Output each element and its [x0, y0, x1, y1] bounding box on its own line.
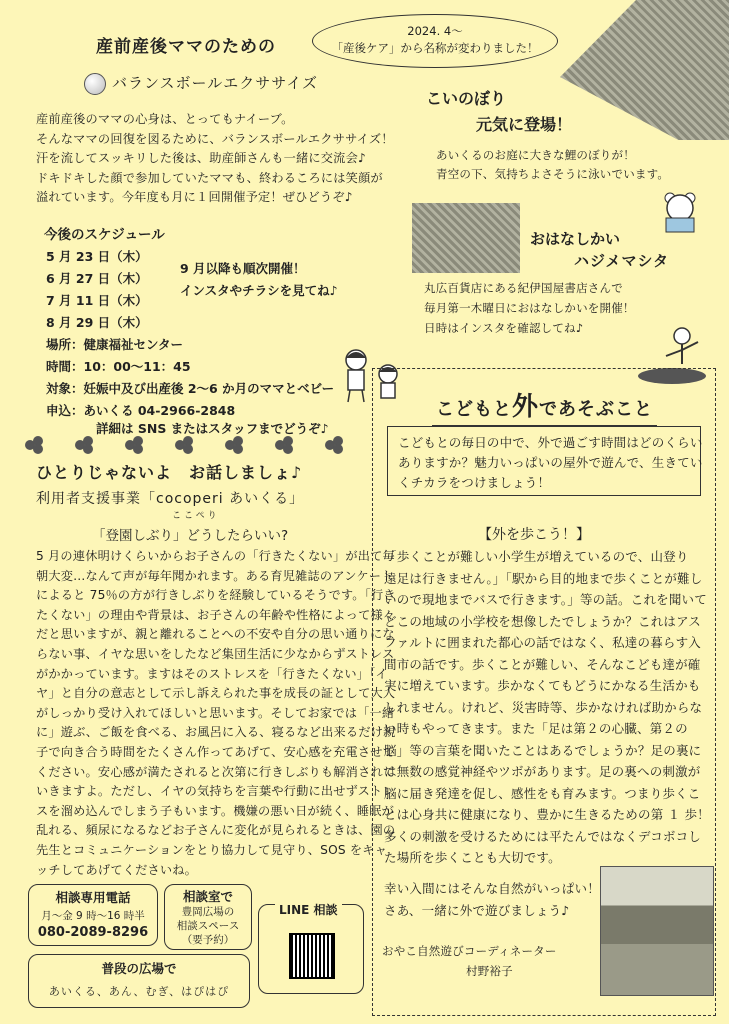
outdoor-title-big: 外 [512, 392, 540, 422]
outdoor-body-line: どこの地域の小学校を想像したでしょうか？これはアス [384, 613, 702, 629]
consult-line: たくない」の理由や背景は、お子さんの年齢や性格によって様々 [36, 607, 396, 622]
consult-line: 5 月の連休明けくらいからお子さんの「行きたくない」が出て毎 [36, 549, 395, 563]
consult-line: 乱れる、頻尿になるなどお子さんに変化が見られるときは、園の [36, 823, 396, 838]
outdoor-body-line: とは心身共に健康になり、豊かに生きるための第 １ 歩！ [384, 807, 710, 822]
outdoor-title-post: であそぶこと [539, 399, 654, 420]
koinobori-photo [560, 0, 729, 140]
intro-line: そんなママの回復を図るために、バランスボールエクササイズ！ [36, 131, 394, 146]
koinobori-text [436, 146, 669, 184]
park-photo [600, 866, 714, 996]
author-role: おやこ自然遊びコーディネーター [382, 944, 557, 958]
line-title: LINE 相談 [275, 901, 342, 918]
consult-line: によると 75％の方が行きしぶりを経験しているそうです。「行き [36, 588, 396, 603]
outdoor-body-line: た場所を歩くことも大切です。 [384, 850, 561, 865]
qr-code-icon[interactable] [289, 933, 335, 979]
room-line: （要予約） [181, 934, 235, 946]
consult-line: がかかっています。ますはそのストレスを「行きたくない」「イ [36, 666, 388, 681]
consult-line: ヤ」と自分の意志として示し訴えられた事を成長の証として大人 [36, 686, 396, 701]
schedule-date: 7 月 11 日（木） [46, 293, 148, 308]
exercise-title-line1: 産前産後ママのための [96, 37, 276, 57]
room-line: 相談スペース [176, 920, 240, 932]
schedule-date: 8 月 29 日（木） [46, 315, 148, 330]
plaza-names: あいくる、あん、むぎ、はぴはぴ [48, 985, 230, 998]
koinobori-line: 青空の下、気持ちよさそうに泳いでいます。 [436, 167, 670, 181]
consult-question: 「登園しぶり」どうしたらいい? [92, 528, 289, 544]
consult-subtitle: 利用者支援事業「cocoperi あいくる」 [36, 491, 305, 507]
storytime-title-line1: おはなしかい [530, 230, 621, 248]
outdoor-lead-box [387, 426, 701, 496]
schedule-note-line1: 9 月以降も順次開催！ [180, 261, 306, 276]
storytime-photo [412, 203, 520, 273]
outdoor-closing-line: さあ、一緒に外で遊びましょう♪ [384, 903, 570, 918]
storytime-text [424, 278, 635, 338]
schedule-note-line2: インスタやチラシを見てね♪ [180, 283, 338, 298]
schedule-date: 6 月 27 日（木） [46, 271, 148, 286]
phone-title: 相談専用電話 [55, 890, 131, 905]
plaza-box [28, 954, 250, 1008]
consult-line: ください。安心感が満たされると次第に行きしぶりも解消されて [36, 764, 396, 779]
storytime-title-line2: ハジメマシタ [574, 252, 669, 270]
outdoor-body-line: い時もやってきます。また「足は第２の心臓、第２の [384, 721, 688, 736]
consult-line: 朝大変…なんて声が毎年聞かれます。ある育児雑誌のアンケート [36, 568, 394, 583]
outdoor-closing-line: 幸い入間にはそんな自然がいっぱい！ [384, 881, 600, 896]
event-place: 場所：健康福祉センター [46, 337, 184, 352]
storytime-line: 日時はインスタを確認してね♪ [424, 321, 584, 335]
koinobori-title-line2: 元気に登場！ [476, 115, 573, 134]
phone-number[interactable]: 080-2089-8296 [37, 925, 149, 940]
koinobori-title-line1: こいのぼり [426, 89, 507, 108]
phone-hours: 月～金 9 時～16 時半 [41, 910, 145, 922]
outdoor-body-line: 脳に届き発達を促し、感性をも育みます。つまり歩くこ [384, 785, 701, 801]
schedule-heading: 今後のスケジュール [44, 227, 165, 243]
outdoor-body-line: 「歩くことが難しい小学生が増えているので、山登り [384, 549, 689, 564]
room-title: 相談室で [182, 889, 233, 904]
outdoor-lead-line: ありますか？魅力いっぱいの屋外で遊んで、生きてい [398, 455, 703, 470]
intro-line: 産前産後のママの心身は、とってもナイーブ。 [36, 112, 294, 126]
intro-line: ドキドキした顔で参加していたママも、終わるころには笑顔が [36, 170, 383, 185]
outdoor-lead-line: くチカラをつけましょう！ [398, 475, 551, 490]
consult-line: 先生とコミュニケーションをとり協力して見守り、SOS をキャ [36, 842, 388, 857]
clover-divider [20, 436, 370, 454]
outdoor-body-line: ファルトに囲まれた都心の話ではなく、私達の暮らす入 [384, 635, 702, 650]
bear-reading-icon [656, 190, 704, 234]
consult-ruby: ここぺり [172, 511, 220, 521]
outdoor-body-line: いので現地までバスで行きます。」等の話。これを聞いて [384, 592, 707, 607]
room-box [164, 884, 252, 950]
consult-line: 子で向き合う時間をたくさん作ってあげて、安心感を充電させて [36, 744, 395, 759]
outdoor-body-line: 脳」等の言葉を聞いたことはあるでしょうか？足の裏に [384, 742, 702, 758]
consult-line: がしっかり受け入れてほしいと思います。そしてお家では「一緒 [36, 705, 395, 720]
event-target: 対象：妊娠中及び出産後 2～6 か月のママとベビー [46, 381, 335, 396]
koinobori-line: あいくるのお庭に大きな鯉のぼりが！ [436, 148, 635, 162]
schedule-note [180, 258, 338, 302]
plaza-title: 普段の広場で [101, 961, 177, 976]
consult-paragraph [36, 547, 396, 880]
outdoor-lead-line: こどもとの毎日の中で、外で過ごす時間はどのくらい [398, 435, 703, 450]
outdoor-body-line: しれません。けれど、災害時等、歩かなければ助からな [384, 699, 703, 715]
event-time: 時間：10：00～11：45 [46, 359, 191, 374]
bubble-date: 2024. 4～ [407, 24, 463, 38]
consult-line: いきますよ。ただし、イヤの気持ちを言葉や行動に出せずストレ [36, 784, 395, 799]
intro-line: 汗を流してスッキリした後は、助産師さんも一緒に交流会♪ [36, 151, 366, 166]
outdoor-closing [384, 878, 600, 922]
outdoor-body [384, 546, 710, 869]
balance-ball-icon [84, 73, 106, 95]
intro-paragraph [36, 110, 394, 208]
consult-line: だと思いますが、親と離れることへの不安や自分の思い通りにな [36, 627, 395, 642]
event-details [46, 334, 334, 422]
line-box [258, 904, 364, 994]
consult-line: スを溜め込んでしまう子もいます。機嫌の悪い日が続く、睡眠が [36, 803, 395, 818]
consult-line: らない事、イヤな思いをしたなど集団生活に少なからずストレス [36, 646, 395, 661]
bubble-text: 「産後ケア」から名称が変わりました！ [331, 41, 539, 55]
storytime-line: 毎月第一木曜日におはなしかいを開催！ [424, 301, 635, 315]
consult-line: に」遊ぶ、ご飯を食べる、お風呂に入る、寝るなど出来るだけ親 [36, 725, 396, 740]
outdoor-body-line: 多くの刺激を受けるためには平たんではなくデコボコし [384, 828, 702, 844]
author-name: 村野裕子 [466, 964, 513, 978]
event-footer: 詳細は SNS またはスタッフまでどうぞ♪ [96, 421, 329, 436]
room-line: 豊岡広場の [181, 906, 235, 918]
outdoor-body-line: は無数の感覚神経やツボがあります。足の裏への刺激が [384, 764, 701, 779]
outdoor-title-pre: こどもと [436, 399, 512, 420]
schedule-date: 5 月 23 日（木） [46, 249, 148, 264]
outdoor-body-line: 間市の話です。歩くことが難しい、そんなこども達が確 [384, 656, 701, 672]
phone-box [28, 884, 158, 946]
storytime-line: 丸広百貨店にある紀伊国屋書店さんで [424, 281, 623, 295]
event-apply: 申込：あいくる 04-2966-2848 [46, 403, 236, 418]
consult-line: ッチしてあげてくださいね。 [36, 862, 198, 877]
exercise-title-line2: バランスボールエクササイズ [112, 74, 319, 92]
clover-icon [20, 436, 370, 454]
outdoor-body-line: 遠足は行きません。」「駅から目的地まで歩くことが難し [384, 570, 703, 586]
outdoor-body-line: 実に増えています。歩かなくてもどうにかなる生活かも [384, 678, 701, 693]
outdoor-title [432, 386, 657, 427]
name-change-bubble [312, 14, 558, 68]
intro-line: 溢れています。今年度も月に１回開催予定！ぜひどうぞ♪ [36, 190, 353, 205]
schedule-dates [46, 246, 148, 334]
outdoor-section-heading: 【外を歩こう！】 [478, 527, 590, 543]
consult-title: ひとりじゃないよ お話しましょ♪ [36, 463, 303, 482]
